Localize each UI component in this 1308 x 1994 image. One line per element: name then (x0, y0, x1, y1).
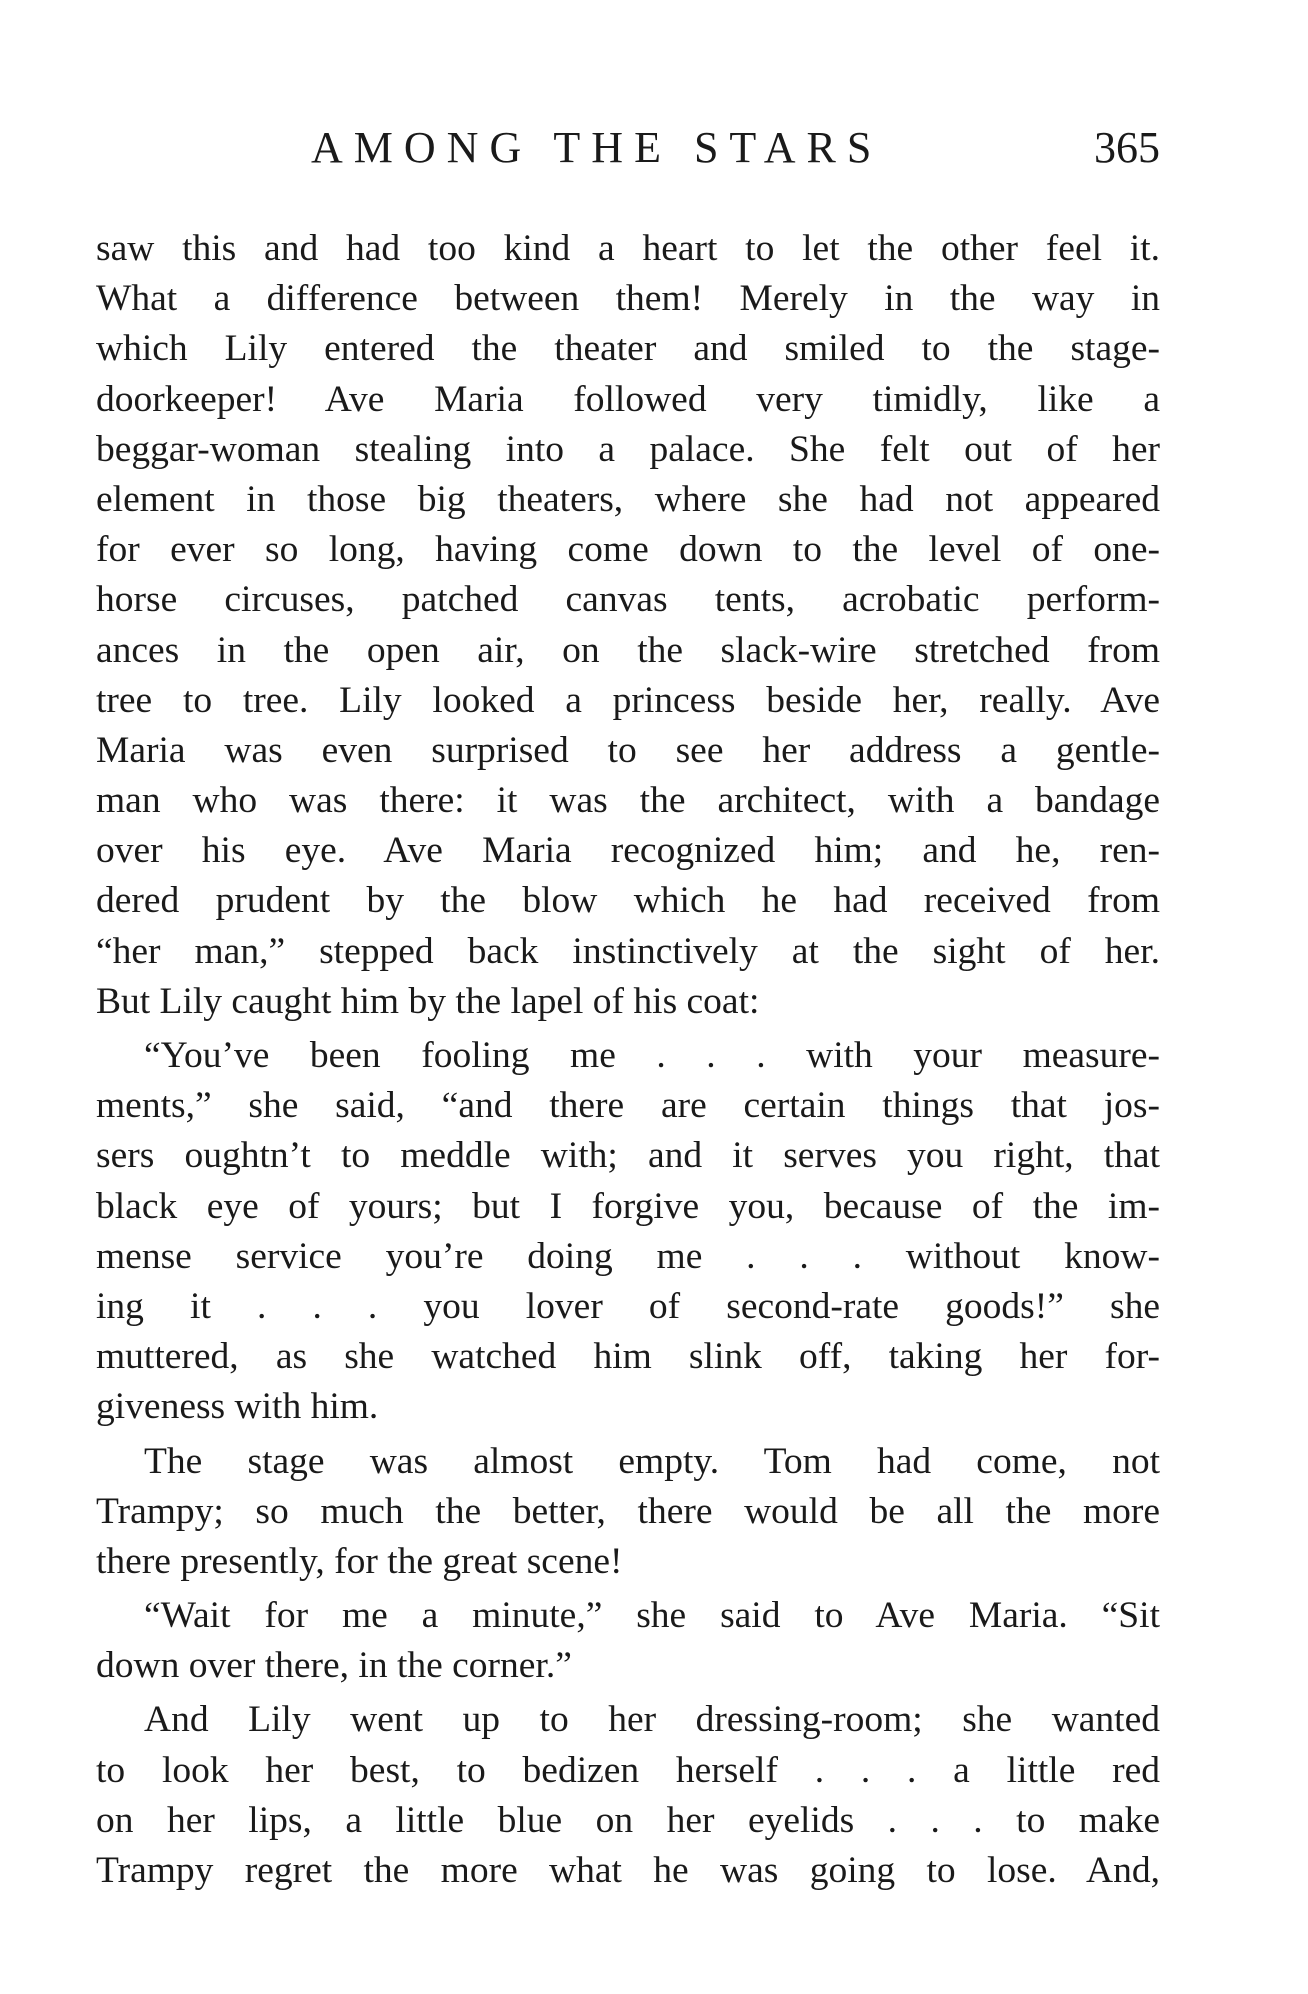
text-line: Maria was even surprised to see her address a gentle- (96, 729, 1160, 771)
text-line: sers oughtn’t to meddle with; and it serves you right, that (96, 1135, 1160, 1177)
text-line: over his eye. Ave Maria recognized him; and he, ren- (96, 830, 1160, 872)
body-text (96, 224, 1160, 1900)
text-line: But Lily caught him by the lapel of his coat: (96, 980, 760, 1022)
text-line: “her man,” stepped back instinctively at the sight of her. (96, 930, 1160, 972)
text-line: giveness with him. (96, 1386, 379, 1428)
text-line: “You’ve been fooling me . . . with your measure- (144, 1035, 1160, 1076)
paragraph (96, 1591, 1160, 1691)
text-line: mense service you’re doing me . . . without know- (96, 1235, 1160, 1277)
text-line: saw this and had too kind a heart to let the other feel it. (96, 228, 1160, 269)
text-line: Trampy regret the more what he was going to lose. And, (96, 1850, 1160, 1891)
text-line: ments,” she said, “and there are certain things that jos- (96, 1085, 1160, 1127)
paragraph (96, 1437, 1160, 1588)
text-line: horse circuses, patched canvas tents, acrobatic perform- (96, 579, 1160, 621)
text-line: And Lily went up to her dressing-room; she wanted (144, 1699, 1160, 1741)
text-line: tree to tree. Lily looked a princess beside her, really. Ave (96, 679, 1160, 721)
text-line: Trampy; so much the better, there would be all the more (96, 1490, 1160, 1532)
text-line: on her lips, a little blue on her eyelids . . . to make (96, 1799, 1160, 1841)
text-line: “Wait for me a minute,” she said to Ave Maria. “Sit (144, 1595, 1160, 1637)
text-line: ing it . . . you lover of second-rate goods!” she (96, 1285, 1160, 1327)
text-line: for ever so long, having come down to the level of one- (96, 529, 1160, 571)
text-line: which Lily entered the theater and smiled to the stage- (96, 328, 1160, 370)
text-line: to look her best, to bedizen herself . . . a little red (96, 1749, 1160, 1791)
text-line: What a difference between them! Merely in the way in (96, 278, 1160, 320)
text-line: doorkeeper! Ave Maria followed very timidly, like a (96, 378, 1160, 420)
paragraph (96, 1695, 1160, 1896)
text-line: beggar-woman stealing into a palace. She felt out of her (96, 428, 1160, 470)
text-line: man who was there: it was the architect, with a bandage (96, 780, 1160, 822)
text-line: there presently, for the great scene! (96, 1540, 623, 1582)
text-line: dered prudent by the blow which he had received from (96, 880, 1160, 922)
text-line: black eye of yours; but I forgive you, because of the im- (96, 1185, 1160, 1227)
text-line: down over there, in the corner.” (96, 1645, 572, 1687)
paragraph (96, 1031, 1160, 1433)
running-title: AMONG THE STARS (311, 123, 883, 172)
text-line: muttered, as she watched him slink off, taking her for- (96, 1336, 1160, 1378)
text-line: The stage was almost empty. Tom had come, not (144, 1440, 1160, 1482)
text-line: ances in the open air, on the slack-wire stretched from (96, 629, 1160, 671)
page-number: 365 (1094, 123, 1160, 172)
paragraph (96, 224, 1160, 1027)
text-line: element in those big theaters, where she had not appeared (96, 478, 1160, 520)
running-head (96, 118, 1160, 178)
